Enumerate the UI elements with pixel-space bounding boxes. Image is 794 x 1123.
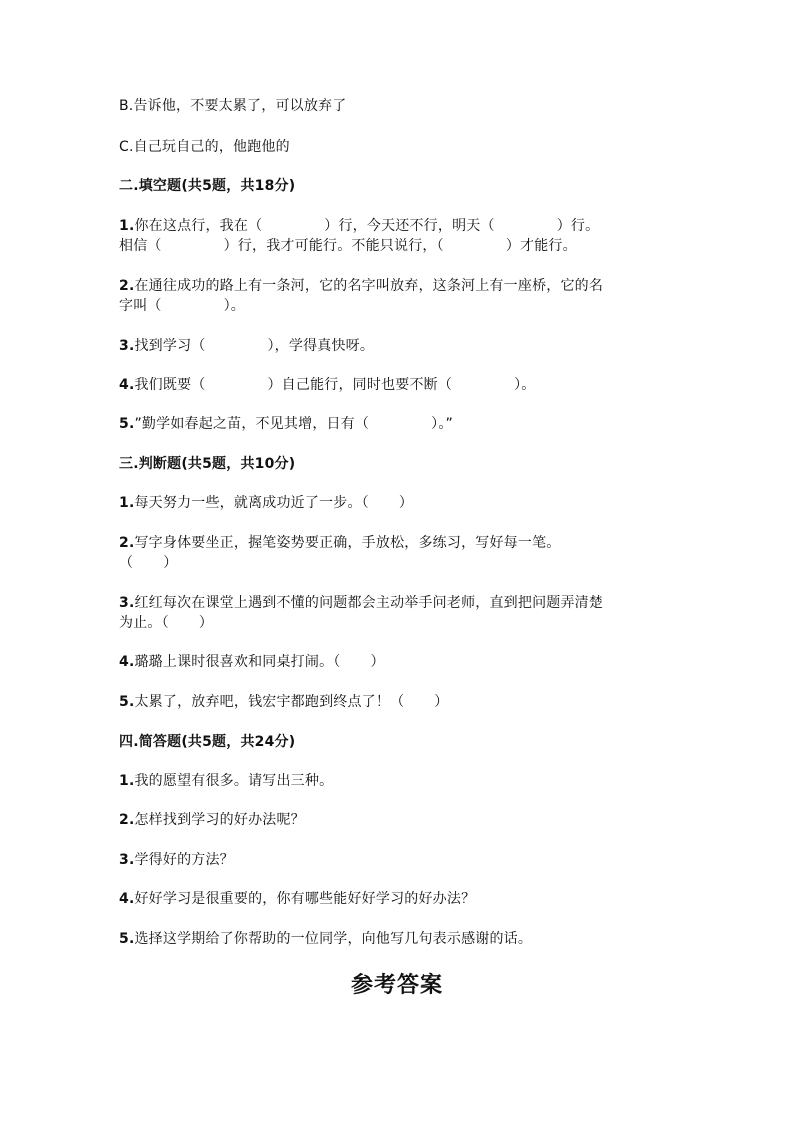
question-number: 4. <box>119 377 135 393</box>
question-text: ）。 <box>514 377 536 393</box>
question-text: （ <box>119 555 134 571</box>
tf-q3-line1 <box>119 593 603 613</box>
question-text: ”勤学如春起之苗，不见其增，日有（ <box>134 416 370 432</box>
question-text: 找到学习（ <box>134 338 206 354</box>
tf-q2-line2 <box>119 553 177 573</box>
question-text: ）行，我才可能行。不能只说行，（ <box>223 238 444 254</box>
question-text: 我们既要（ <box>134 377 206 393</box>
question-number: 5. <box>119 931 135 947</box>
tf-q3-line2 <box>119 613 213 633</box>
question-text: 学得好的方法？ <box>134 852 234 868</box>
question-text: ） <box>398 495 414 511</box>
question-text: 太累了，放弃吧，钱宏宇都跑到终点了！（ <box>134 694 405 710</box>
fill-q2-line1 <box>119 276 603 296</box>
question-text: 你在这点行，我在（ <box>134 218 263 234</box>
question-text: ）才能行。 <box>505 238 577 254</box>
question-text: 好好学习是很重要的，你有哪些能好好学习的好办法？ <box>134 891 476 907</box>
question-text: ），学得真快呀。 <box>267 338 375 354</box>
section-heading-fill-blank: 二.填空题(共5题，共18分) <box>119 178 296 194</box>
question-text: 为止。（ <box>119 615 169 631</box>
question-number: 1. <box>119 773 135 789</box>
question-text: ） <box>198 615 214 631</box>
option-b: B.告诉他，不要太累了，可以放弃了 <box>119 98 347 114</box>
question-text: 写字身体要坐正，握笔姿势要正确，手放松，多练习，写好每一笔。 <box>134 535 561 551</box>
sa-q4 <box>119 889 475 909</box>
fill-q1-line2 <box>119 236 577 256</box>
section-heading-true-false: 三.判断题(共5题，共10分) <box>119 456 296 472</box>
question-text: 我的愿望有很多。请写出三种。 <box>134 773 334 789</box>
question-text: 在通往成功的路上有一条河，它的名字叫放弃，这条河上有一座桥，它的名 <box>134 278 604 294</box>
sa-q3 <box>119 850 234 870</box>
question-text: ） <box>434 694 449 710</box>
sa-q2 <box>119 810 305 830</box>
question-text: ） <box>163 555 178 571</box>
question-text: 每天努力一些，就离成功近了一步。（ <box>134 495 369 511</box>
question-text: ）行，今天还不行，明天（ <box>324 218 495 234</box>
sa-q1 <box>119 771 333 791</box>
question-text: 字叫（ <box>119 298 162 314</box>
option-c: C.自己玩自己的，他跑他的 <box>119 139 290 155</box>
fill-q1-line1 <box>119 216 599 236</box>
question-number: 3. <box>119 338 135 354</box>
fill-q5 <box>119 414 453 434</box>
tf-q2-line1 <box>119 533 560 553</box>
question-number: 2. <box>119 812 135 828</box>
fill-q4 <box>119 375 535 395</box>
question-text: ）自己能行，同时也要不断（ <box>267 377 453 393</box>
tf-q5 <box>119 692 448 712</box>
question-number: 2. <box>119 278 135 294</box>
question-text: 选择这学期给了你帮助的一位同学，向他写几句表示感谢的话。 <box>134 931 533 947</box>
question-number: 5. <box>119 416 135 432</box>
question-text: ）。” <box>431 416 453 432</box>
question-text: 相信（ <box>119 238 162 254</box>
question-text: 红红每次在课堂上遇到不懂的问题都会主动举手问老师，直到把问题弄清楚 <box>134 595 604 611</box>
question-number: 3. <box>119 852 135 868</box>
question-text: 怎样找到学习的好办法呢？ <box>134 812 305 828</box>
question-text: ）。 <box>223 298 246 314</box>
sa-q5 <box>119 929 532 949</box>
tf-q4 <box>119 652 385 672</box>
question-number: 4. <box>119 891 135 907</box>
fill-q3 <box>119 336 374 356</box>
section-heading-short-answer: 四.简答题(共5题，共24分) <box>119 734 296 750</box>
fill-q2-line2 <box>119 296 245 316</box>
question-text: 璐璐上课时很喜欢和同桌打闹。（ <box>134 654 341 670</box>
question-number: 2. <box>119 535 135 551</box>
question-text: ） <box>370 654 385 670</box>
question-number: 4. <box>119 654 135 670</box>
question-number: 3. <box>119 595 135 611</box>
question-number: 1. <box>119 495 135 511</box>
tf-q1 <box>119 493 413 513</box>
question-text: ）行。 <box>556 218 600 234</box>
answers-title: 参考答案 <box>350 972 443 998</box>
question-number: 1. <box>119 218 135 234</box>
question-number: 5. <box>119 694 135 710</box>
